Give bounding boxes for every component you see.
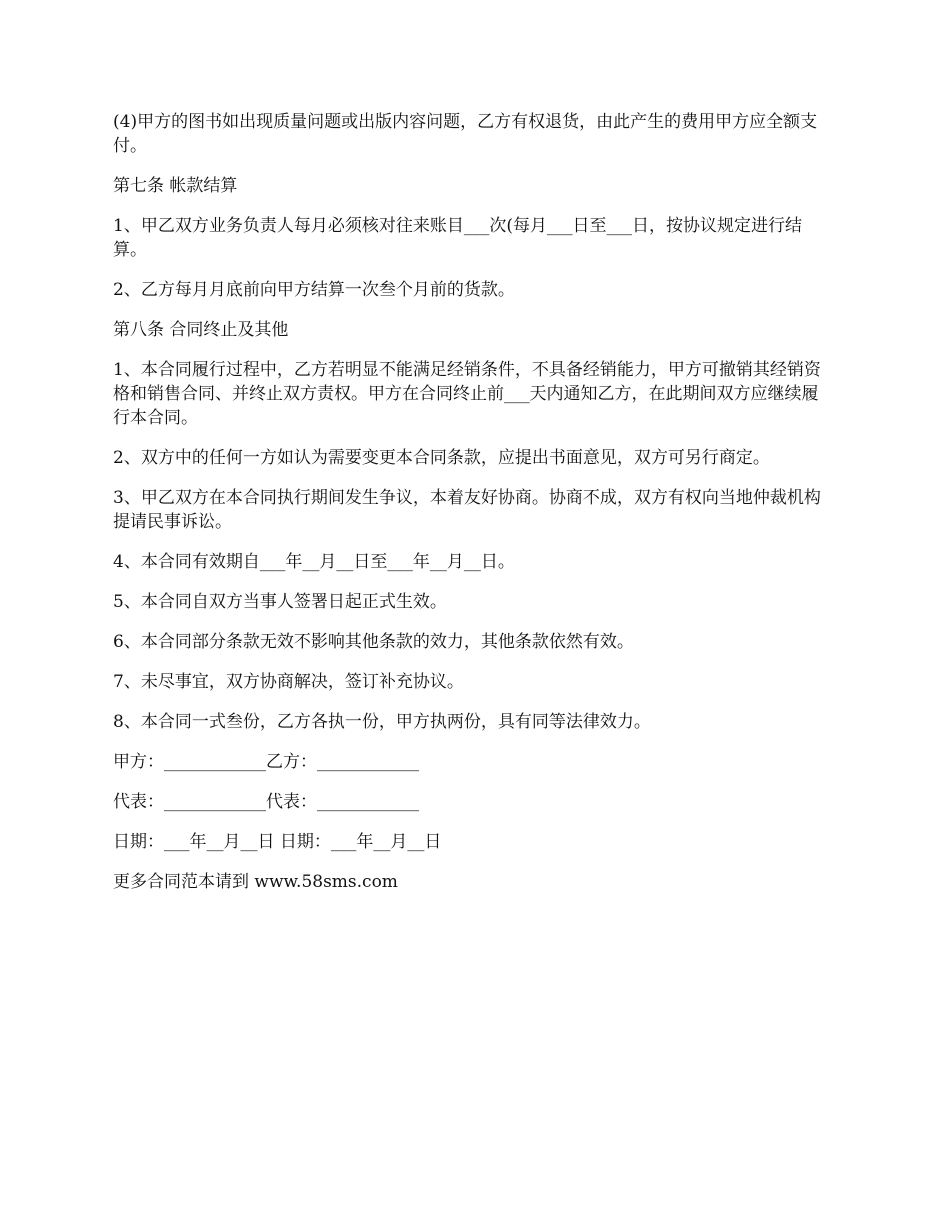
clause-8-6-paragraph: 6、本合同部分条款无效不影响其他条款的效力，其他条款依然有效。 bbox=[113, 632, 634, 652]
representative-signature-line: 代表：____________代表：____________ bbox=[113, 792, 419, 812]
clause-8-1-paragraph: 1、本合同履行过程中，乙方若明显不能满足经销条件，不具备经销能力，甲方可撤销其经销资格和销售合同、并终止双方责权。甲方在合同终止前___天内通知乙方，在此期间双方应继续履行本合同。 bbox=[113, 360, 821, 428]
clause-7-1-paragraph: 1、甲乙双方业务负责人每月必须核对往来账目___次(每月___日至___日，按协议规定进行结算。 bbox=[113, 216, 802, 260]
article-7-heading: 第七条 帐款结算 bbox=[113, 176, 238, 196]
clause-8-4-paragraph: 4、本合同有效期自___年__月__日至___年__月__日。 bbox=[113, 552, 515, 572]
clause-8-7-paragraph: 7、未尽事宜，双方协商解决，签订补充协议。 bbox=[113, 672, 464, 692]
party-signature-line: 甲方：____________乙方：____________ bbox=[113, 752, 419, 772]
clause-8-2-paragraph: 2、双方中的任何一方如认为需要变更本合同条款，应提出书面意见，双方可另行商定。 bbox=[113, 448, 770, 468]
clause-8-5-paragraph: 5、本合同自双方当事人签署日起正式生效。 bbox=[113, 592, 447, 612]
document-body bbox=[113, 110, 831, 910]
clause-8-8-paragraph: 8、本合同一式叁份，乙方各执一份，甲方执两份，具有同等法律效力。 bbox=[113, 712, 651, 732]
clause-8-3-paragraph: 3、甲乙双方在本合同执行期间发生争议，本着友好协商。协商不成，双方有权向当地仲裁机构提请民事诉讼。 bbox=[113, 488, 821, 532]
article-8-heading: 第八条 合同终止及其他 bbox=[113, 320, 289, 340]
footer-link-text: 更多合同范本请到 www.58sms.com bbox=[113, 872, 398, 892]
clause-6-4-paragraph: (4)甲方的图书如出现质量问题或出版内容问题，乙方有权退货，由此产生的费用甲方应全额支付。 bbox=[113, 112, 818, 156]
clause-7-2-paragraph: 2、乙方每月月底前向甲方结算一次叁个月前的货款。 bbox=[113, 280, 515, 300]
date-signature-line: 日期：___年__月__日 日期：___年__月__日 bbox=[113, 832, 442, 852]
